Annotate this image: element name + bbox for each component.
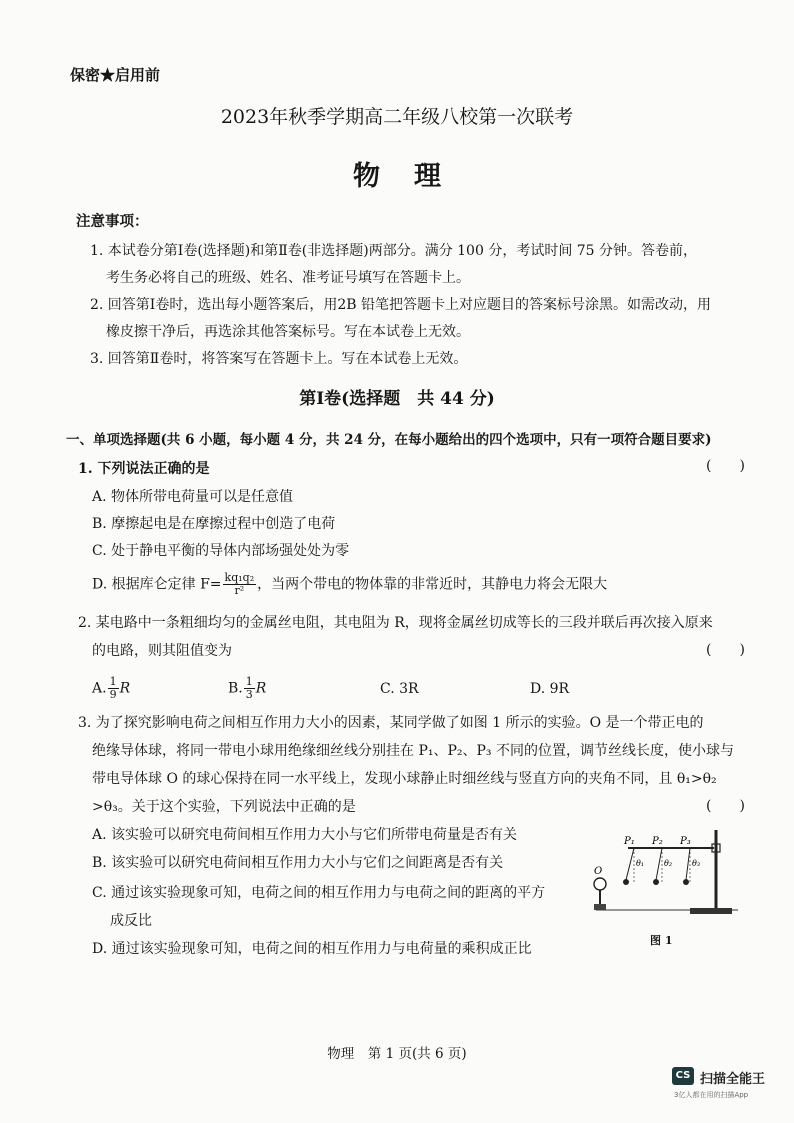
part-heading: 一、单项选择题(共 6 小题，每小题 4 分，共 24 分，在每小题给出的四个选项中，只有一项符合题目要求) — [66, 432, 712, 448]
thread-1 — [626, 848, 634, 880]
q1-option-c: C. 处于静电平衡的导体内部场强处处为零 — [92, 543, 350, 559]
label-p3: P₃ — [680, 836, 691, 847]
q2-a-denominator: 9 — [109, 688, 117, 701]
q1-option-a: A. 物体所带电荷量可以是任意值 — [92, 489, 294, 505]
coulomb-numerator: kq₁q₂ — [224, 571, 255, 584]
q2-option-a-post: R — [119, 680, 131, 697]
q2-a-fraction — [108, 676, 119, 701]
q2-answer-paren: ( ) — [706, 642, 745, 658]
q2-option-b — [228, 676, 266, 701]
camscanner-logo-icon: CS — [672, 1067, 694, 1085]
subject-title: 物理 — [353, 161, 475, 192]
thread-3 — [686, 848, 690, 880]
section-title: 第Ⅰ卷(选择题 共 44 分) — [299, 389, 495, 409]
label-theta2: θ₂ — [664, 859, 673, 868]
q2-a-numerator: 1 — [109, 675, 117, 688]
q3-stem-line2: 绝缘导体球，将同一带电小球用绝缘细丝线分别挂在 P₁、P₂、P₃ 不同的位置，调节丝线长度，使小球与 — [92, 743, 734, 759]
notice-item-1: 1. 本试卷分第Ⅰ卷(选择题)和第Ⅱ卷(非选择题)两部分。满分 100 分，考试时间 75 分钟。答卷前， — [90, 243, 698, 259]
notice-item-3: 3. 回答第Ⅱ卷时，将答案写在答题卡上。写在本试卷上无效。 — [90, 351, 468, 367]
q2-b-numerator: 1 — [245, 675, 253, 688]
q2-b-fraction — [244, 676, 255, 701]
q2-stem-line2: 的电路，则其阻值变为 — [92, 643, 232, 659]
q3-option-d: D. 通过该实验现象可知，电荷之间的相互作用力与电荷量的乘积成正比 — [92, 941, 532, 957]
q2-b-denominator: 3 — [245, 688, 253, 701]
coulomb-fraction — [223, 572, 257, 597]
notice-item-1-cont: 考生务必将自己的班级、姓名、准考证号填写在答题卡上。 — [106, 270, 470, 286]
q2-option-d: D. 9R — [530, 681, 570, 697]
q3-stem-line1: 3. 为了探究影响电荷之间相互作用力大小的因素，某同学做了如图 1 所示的实验。O 是一个带正电的 — [78, 715, 704, 731]
exam-title: 2023年秋季学期高二年级八校第一次联考 — [220, 106, 574, 128]
q3-stem-line3: 带电导体球 O 的球心保持在同一水平线上，发现小球静止时细丝线与竖直方向的夹角不同，且 θ₁>θ₂ — [92, 771, 717, 787]
notice-item-2: 2. 回答第Ⅰ卷时，选出每小题答案后，用2B 铅笔把答题卡上对应题目的答案标号涂黑。如需改动，用 — [90, 297, 711, 313]
q2-option-b-pre: B. — [228, 680, 243, 697]
small-ball-1 — [623, 879, 629, 885]
label-p1: P₁ — [624, 836, 635, 847]
camscanner-label: 扫描全能王 — [700, 1072, 766, 1087]
q1-option-d-pre: D. 根据库仑定律 F= — [92, 576, 222, 593]
q1-option-d — [92, 572, 607, 597]
small-ball-3 — [683, 879, 689, 885]
notice-item-2-cont: 橡皮擦干净后，再选涂其他答案标号。写在本试卷上无效。 — [106, 324, 470, 340]
q1-option-d-post: ，当两个带电的物体靠的非常近时，其静电力将会无限大 — [257, 576, 608, 593]
q3-option-c-cont: 成反比 — [110, 913, 152, 929]
q3-stem-line4: >θ₃。关于这个实验，下列说法中正确的是 — [92, 799, 356, 815]
q3-answer-paren: ( ) — [706, 798, 745, 814]
label-p2: P₂ — [652, 836, 663, 847]
sphere-base — [594, 904, 606, 910]
label-theta3: θ₃ — [692, 859, 701, 868]
thread-2 — [656, 848, 662, 880]
figure-1-apparatus — [588, 824, 748, 922]
label-o: O — [594, 866, 603, 877]
q2-option-c: C. 3R — [380, 681, 419, 697]
q1-stem: 1. 下列说法正确的是 — [78, 461, 210, 477]
q2-option-a — [92, 676, 130, 701]
camscanner-tagline: 3亿人都在用的扫描App — [674, 1091, 749, 1099]
small-ball-2 — [653, 879, 659, 885]
page-footer: 物理 第 1 页(共 6 页) — [327, 1046, 467, 1062]
confidential-label: 保密★启用前 — [70, 66, 161, 84]
q1-answer-paren: ( ) — [706, 458, 745, 474]
notice-heading: 注意事项： — [76, 213, 149, 230]
q1-option-b: B. 摩擦起电是在摩擦过程中创造了电荷 — [92, 516, 336, 532]
label-theta1: θ₁ — [636, 859, 645, 868]
q2-stem-line1: 2. 某电路中一条粗细均匀的金属丝电阻，其电阻为 R，现将金属丝切成等长的三段并联后再次接入原来 — [78, 615, 713, 631]
q3-option-c: C. 通过该实验现象可知，电荷之间的相互作用力与电荷之间的距离的平方 — [92, 885, 546, 901]
figure-1-caption: 图 1 — [650, 934, 673, 947]
q3-option-a: A. 该实验可以研究电荷间相互作用力大小与它们所带电荷量是否有关 — [92, 827, 518, 843]
q3-option-b: B. 该实验可以研究电荷间相互作用力大小与它们之间距离是否有关 — [92, 855, 504, 871]
conductor-sphere — [594, 878, 606, 890]
q2-option-b-post: R — [255, 680, 267, 697]
coulomb-denominator: r² — [234, 584, 245, 597]
stand-base — [690, 908, 732, 914]
q2-option-a-pre: A. — [92, 680, 107, 697]
